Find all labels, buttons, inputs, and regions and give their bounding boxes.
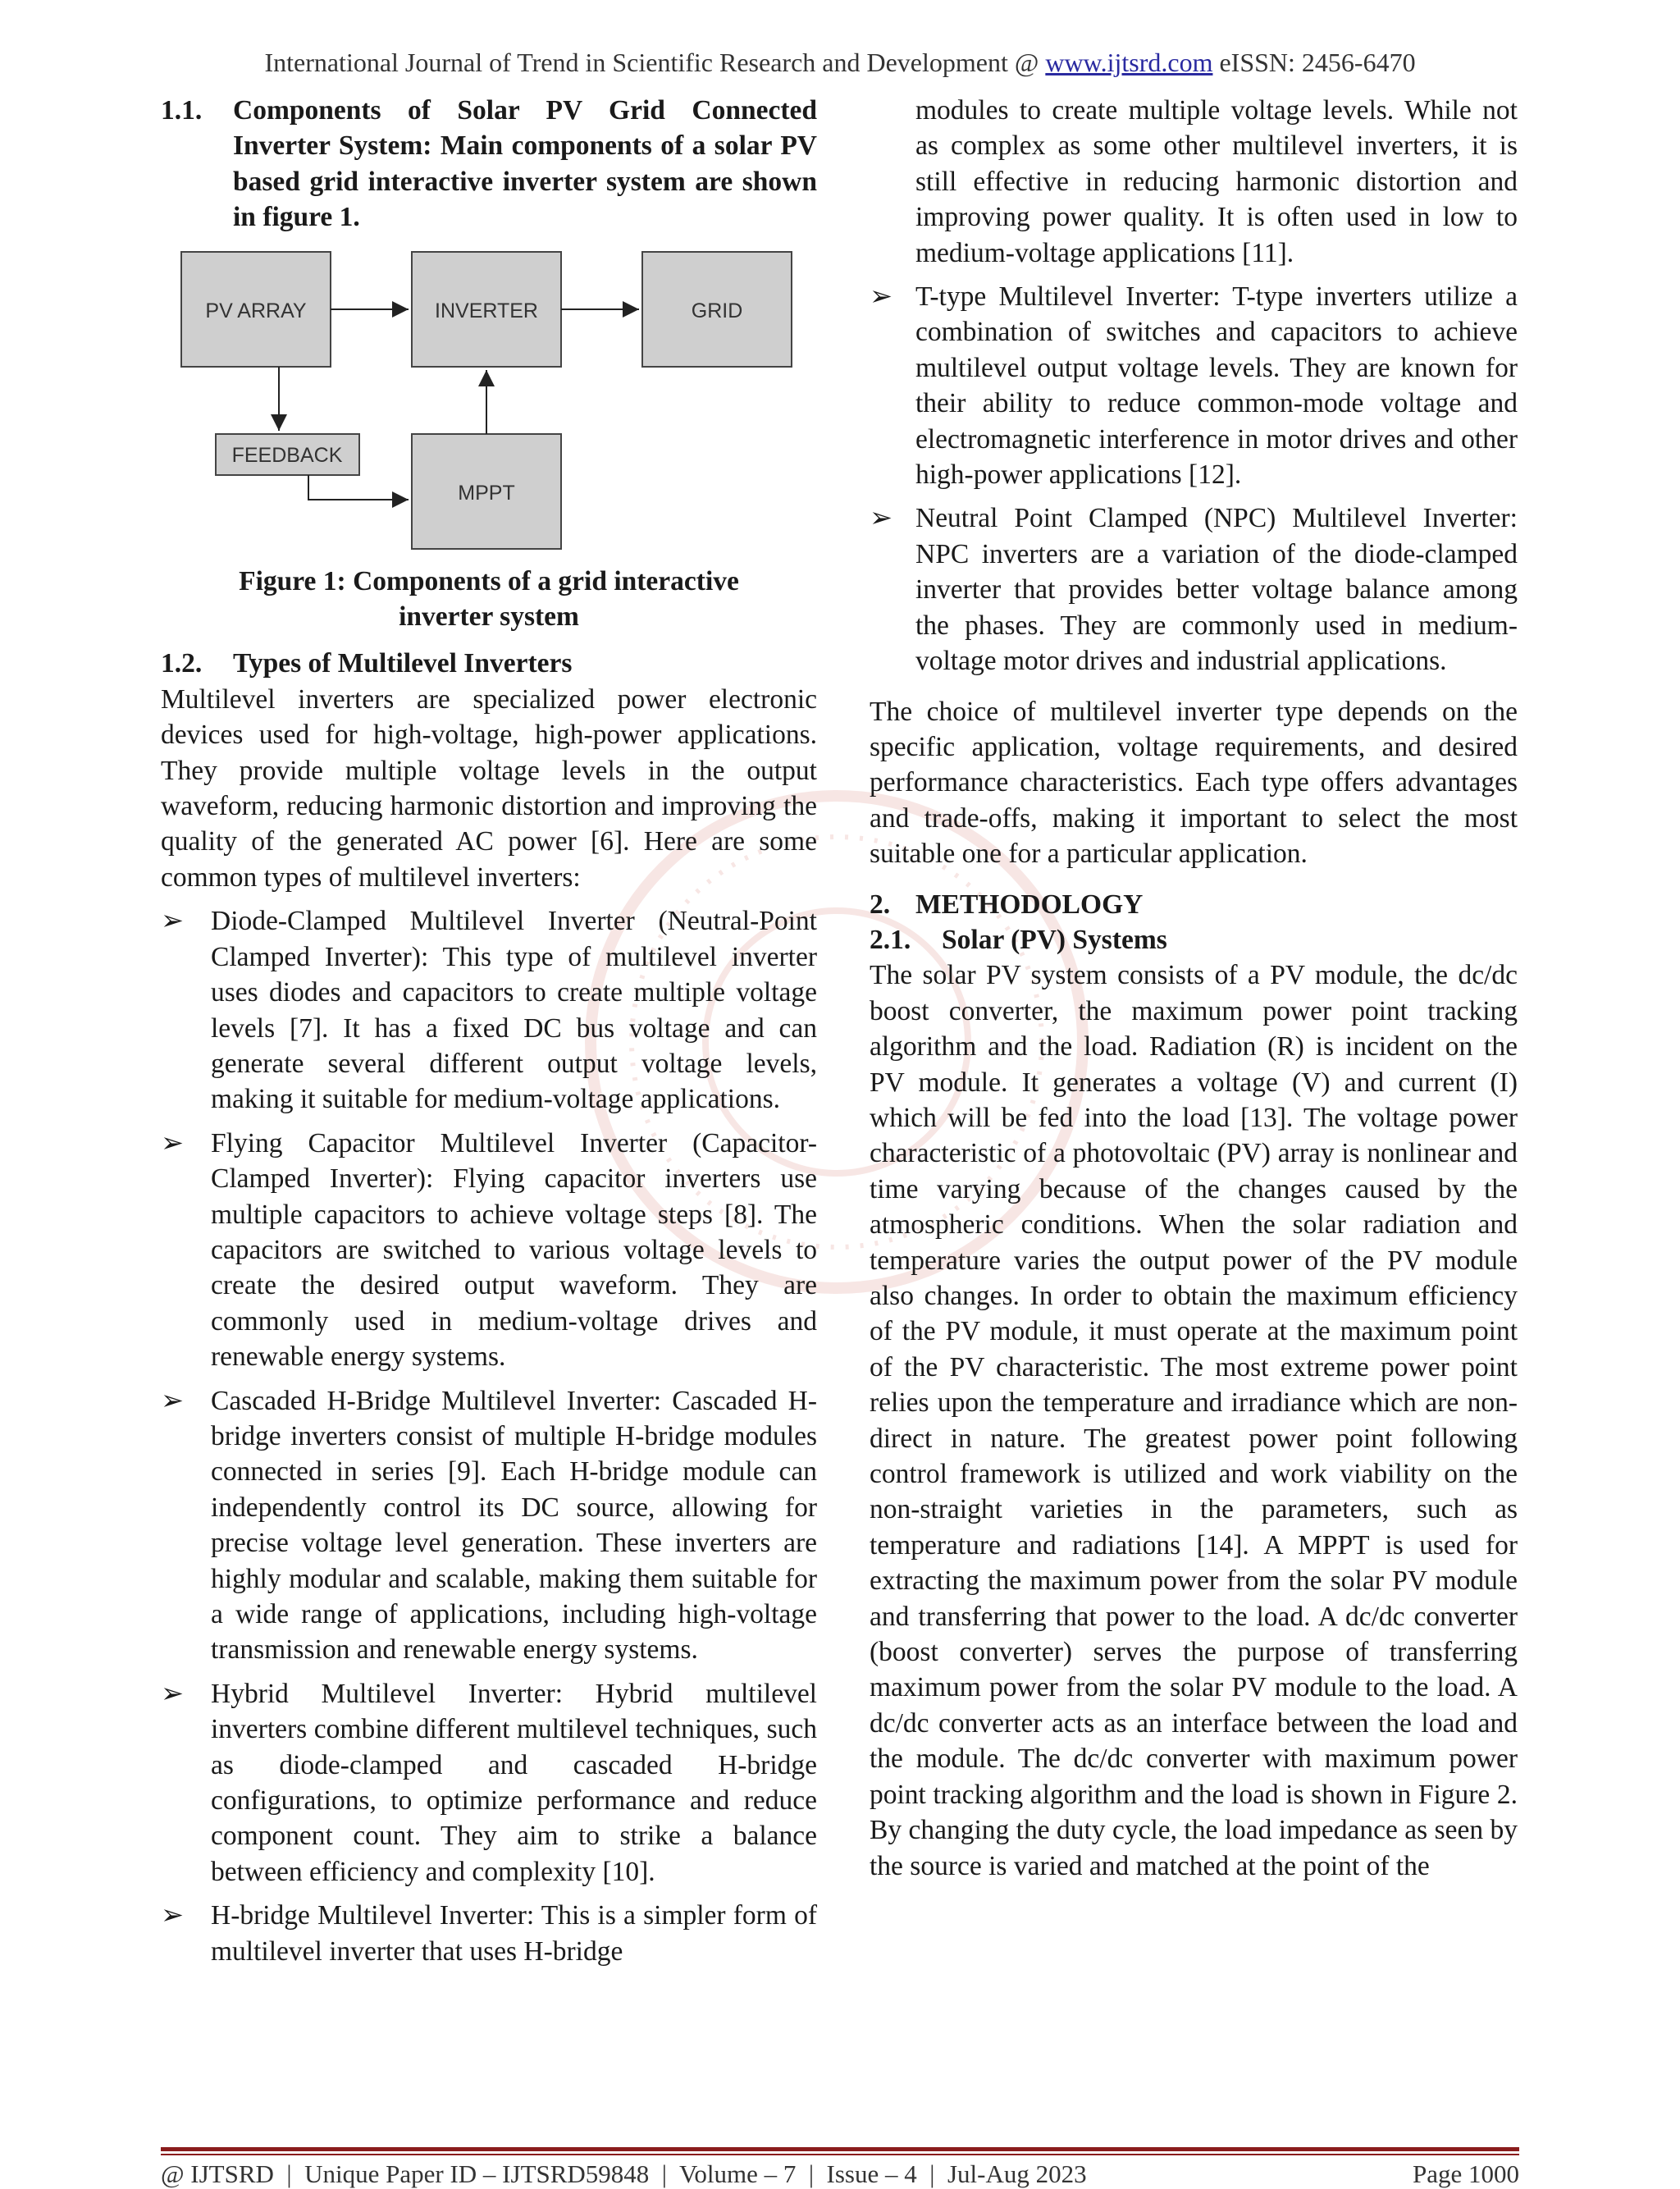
arrow-bullet-icon: ➢ [870,503,893,534]
section-number: 2. [870,889,891,920]
paragraph-solar-pv-systems: The solar PV system consists of a PV module, the dc/dc boost converter, the maximum power point tracking algorithm and the load. Radiation (R) is incident on the PV module. It generates a voltage (V) and current (I) which will be fed into the load [13]. The voltage power characteristic of a photovoltaic (PV) array is nonlinear and time varying because of the changes caused by the atmospheric conditions. When the solar radiation and temperature varies the output power of the PV module also changes. In order to obtain the maximum efficiency of the PV module, it must operate at the maximum point of the PV characteristic. The most extreme power point relies upon the temperature and irradiance which are non-direct in nature. The greatest power point following control framework is utilized and work viability on the non-straight varieties in the parameters, such as temperature and radiations [14]. A MPPT is used for extracting the maximum power from the solar PV module and transferring that power to the load. A dc/dc converter (boost converter) serves the purpose of transferring maximum power from the solar PV module to the load. A dc/dc converter acts as an interface between the load and the module. The dc/dc converter with maximum power point tracking algorithm and the load is shown in Figure 2. By changing the duty cycle, the load impedance as seen by the source is varied and matched at the point of the [870,960,1518,1881]
section-1-1-heading [161,93,817,235]
paragraph-choice-of-inverter: The choice of multilevel inverter type depends on the specific application, voltage requirements, and desired performance characteristics. Each type offers advantages and trade-offs, making it important to select the most suitable one for a particular application. [870,696,1518,870]
arrow-bullet-icon: ➢ [161,1900,185,1931]
figure-1-block-diagram [161,235,817,564]
grid-label: GRID [691,299,743,322]
section-number: 1.1. [161,95,203,126]
section-2-1-heading [870,922,1518,957]
arrow-bullet-icon: ➢ [870,281,893,313]
section-heading-text: Types of Multilevel Inverters [233,648,573,679]
footer-rule [161,2147,1519,2151]
figure-1-caption: Figure 1: Components of a grid interactive inverter system [239,565,739,633]
paragraph-multilevel-intro: Multilevel inverters are specialized power electronic devices used for high-voltage, high-power applications. They provide multiple voltage levels in the output waveform, reducing harmonic distortion and improving the quality of the generated AC power [6]. Here are some common types of multilevel inverters: [161,683,817,893]
right-column [870,93,1518,1884]
section-1-2-heading [161,646,817,681]
bullet-text: T-type Multilevel Inverter: T-type inverters utilize a combination of switches and capacitors to achieve multilevel output voltage levels. They are known for their ability to reduce common-mode voltage and electromagnetic interference in motor drives and other high-power applications [12]. [915,281,1518,491]
bullet-diode-clamped [161,903,817,1117]
bullet-text: Diode-Clamped Multilevel Inverter (Neutral-Point Clamped Inverter): This type of multilevel inverter uses diodes and capacitors to create multiple voltage levels [7]. It has a fixed DC bus voltage and can generate several different output voltage levels, making it suitable for medium-voltage applications. [211,906,817,1115]
header-journal-name: International Journal of Trend in Scientific Research and Development @ [264,48,1046,77]
bullet-h-bridge [161,1898,817,1969]
section-heading-text: Solar (PV) Systems [942,924,1167,955]
feedback-label: FEEDBACK [231,443,343,467]
mppt-label: MPPT [458,481,515,505]
pv-array-label: PV ARRAY [205,299,307,322]
mppt-box [412,434,561,549]
header-issn: eISSN: 2456-6470 [1212,48,1416,77]
section-heading-text: METHODOLOGY [915,889,1144,920]
bullet-npc [870,500,1518,679]
pv-array-box [181,252,331,367]
arrow-bullet-icon: ➢ [161,1385,185,1416]
section-heading-text: Components of Solar PV Grid Connected Inverter System: Main components of a solar PV based grid interactive inverter system are shown in figure 1. [233,95,817,233]
arrow-bullet-icon: ➢ [161,906,185,937]
bullet-t-type [870,279,1518,492]
footer-paper-info: @ IJTSRD | Unique Paper ID – IJTSRD59848 | Volume – 7 | Issue – 4 | Jul-Aug 2023 [161,2159,1087,2188]
bullet-text: Cascaded H-Bridge Multilevel Inverter: Cascaded H-bridge inverters consist of multiple H-bridge modules connected in series [9]. Each H-bridge module can independently control its DC source, allowing for precise voltage level generation. These inverters are highly modular and scalable, making them suitable for a wide range of applications, including high-voltage transmission and renewable energy systems. [211,1385,817,1666]
bullet-text: Neutral Point Clamped (NPC) Multilevel Inverter: NPC inverters are a variation of the diode-clamped inverter that provides better voltage balance among the phases. They are commonly used in medium-voltage motor drives and industrial applications. [915,503,1518,677]
arrow-bullet-icon: ➢ [161,1678,185,1709]
bullet-flying-capacitor [161,1126,817,1375]
inverter-box [412,252,561,367]
left-column [161,93,817,1969]
bullet-cascaded-h-bridge [161,1383,817,1668]
running-header [0,48,1680,78]
arrow-feedback-to-mppt [308,475,409,500]
arrow-bullet-icon: ➢ [161,1127,185,1158]
bullet-text: H-bridge Multilevel Inverter: This is a simpler form of multilevel inverter that uses H-bridge [211,1900,817,1967]
footer-rule-thin [161,2154,1519,2155]
grid-box [642,252,792,367]
section-2-heading [870,887,1518,922]
bullet-text: Flying Capacitor Multilevel Inverter (Capacitor-Clamped Inverter): Flying capacitor inverters use multiple capacitors to achieve voltage steps [8]. The capacitors are switched to various voltage levels to create the desired output waveform. They are commonly used in medium-voltage drives and renewable energy systems. [211,1127,817,1373]
footer [161,2159,1519,2189]
page-number: Page 1000 [1412,2159,1519,2188]
section-number: 1.2. [161,648,203,679]
inverter-label: INVERTER [435,299,538,322]
feedback-box [216,434,359,475]
bullet-hybrid [161,1676,817,1890]
header-website-link[interactable]: www.ijtsrd.com [1045,48,1213,77]
paragraph-h-bridge-continuation: modules to create multiple voltage levels. While not as complex as some other multilevel inverters, it is still effective in reducing harmonic distortion and improving power quality. It is often used in low to medium-voltage applications [11]. [915,95,1518,268]
section-number: 2.1. [870,924,911,955]
bullet-text: Hybrid Multilevel Inverter: Hybrid multilevel inverters combine different multilevel techniques, such as diode-clamped and cascaded H-bridge configurations, to optimize performance and reduce component count. They aim to strike a balance between efficiency and complexity [10]. [211,1678,817,1887]
